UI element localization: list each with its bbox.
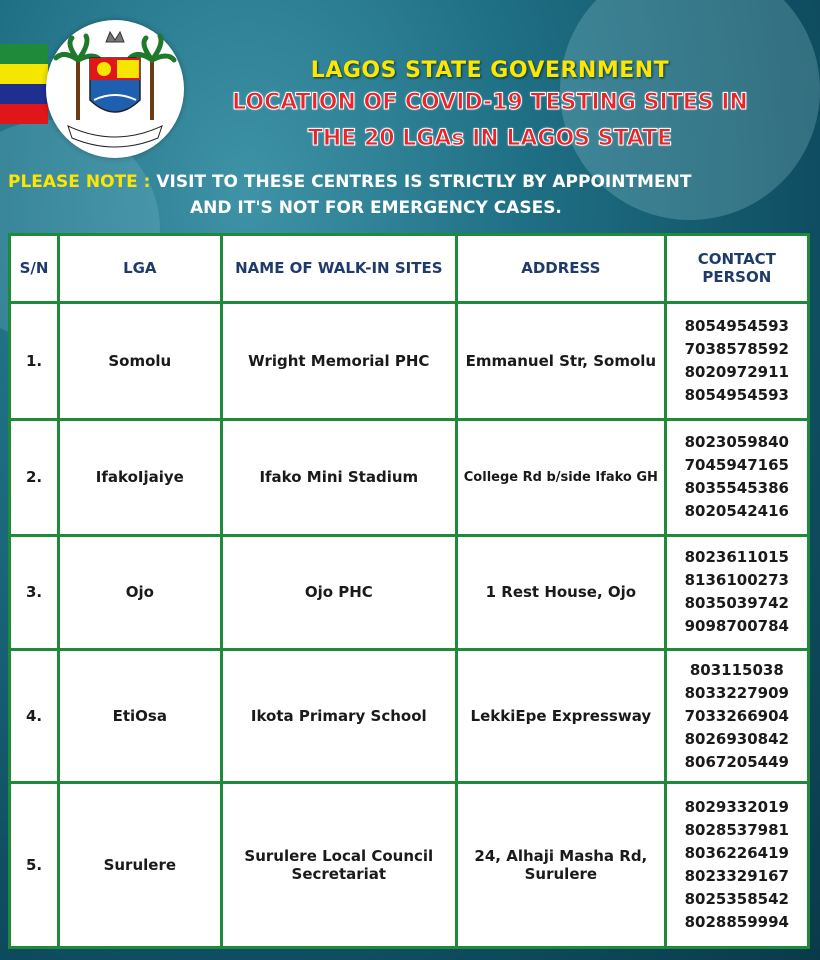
cell-lga: IfakoIjaiye bbox=[60, 421, 219, 534]
cell-sn: 3. bbox=[11, 537, 57, 648]
cell-address bbox=[458, 784, 664, 946]
contact-phone: 8054954593 bbox=[684, 385, 789, 404]
table-row bbox=[11, 784, 807, 946]
cell-contacts bbox=[667, 304, 807, 418]
table-header-row bbox=[11, 236, 807, 301]
cell-site: Ojo PHC bbox=[223, 537, 456, 648]
contact-phone: 8023329167 bbox=[684, 867, 789, 886]
page-subtitle-line1: LOCATION OF COVID-19 TESTING SITES IN bbox=[232, 90, 748, 115]
page-title: LAGOS STATE GOVERNMENT bbox=[310, 58, 670, 83]
header-address: ADDRESS bbox=[458, 236, 664, 301]
cell-address-line2: Surulere bbox=[524, 865, 598, 884]
contact-phone: 8067205449 bbox=[684, 752, 789, 771]
flag-stripes bbox=[0, 44, 48, 124]
lagos-state-crest-logo bbox=[46, 20, 184, 158]
contact-phone: 8035039742 bbox=[684, 594, 789, 613]
header-contact-line2: PERSON bbox=[702, 268, 772, 287]
cell-sn: 1. bbox=[11, 304, 57, 418]
cell-site-line2: Secretariat bbox=[291, 865, 387, 884]
cell-sn: 5. bbox=[11, 784, 57, 946]
cell-site: Wright Memorial PHC bbox=[223, 304, 456, 418]
note-label: PLEASE NOTE : bbox=[8, 172, 151, 192]
cell-sn: 2. bbox=[11, 421, 57, 534]
cell-contacts bbox=[667, 421, 807, 534]
contact-phone: 8033227909 bbox=[684, 683, 789, 702]
appointment-note bbox=[8, 172, 813, 218]
contact-phone: 7033266904 bbox=[684, 706, 789, 725]
contact-phone: 8054954593 bbox=[684, 316, 789, 335]
cell-address: 1 Rest House, Ojo bbox=[458, 537, 664, 648]
cell-lga: Somolu bbox=[60, 304, 219, 418]
cell-site: Ikota Primary School bbox=[223, 651, 456, 781]
cell-site: Ifako Mini Stadium bbox=[223, 421, 456, 534]
contact-phone: 8136100273 bbox=[684, 571, 789, 590]
contact-phone: 9098700784 bbox=[684, 617, 789, 636]
contact-phone: 8036226419 bbox=[684, 844, 789, 863]
cell-sn: 4. bbox=[11, 651, 57, 781]
cell-lga: Surulere bbox=[60, 784, 219, 946]
note-line2: AND IT'S NOT FOR EMERGENCY CASES. bbox=[190, 198, 562, 218]
table-row bbox=[11, 537, 807, 648]
contact-phone: 8026930842 bbox=[684, 729, 789, 748]
contact-phone: 803115038 bbox=[689, 660, 784, 679]
table-row bbox=[11, 304, 807, 418]
contact-phone: 7038578592 bbox=[684, 339, 789, 358]
contact-phone: 8028859994 bbox=[684, 913, 789, 932]
header-site: NAME OF WALK-IN SITES bbox=[223, 236, 456, 301]
contact-phone: 8020972911 bbox=[684, 362, 789, 381]
header-lga: LGA bbox=[60, 236, 219, 301]
contact-phone: 8025358542 bbox=[684, 890, 789, 909]
header-contact-line1: CONTACT bbox=[697, 250, 776, 269]
table-row bbox=[11, 651, 807, 781]
cell-site-line1: Surulere Local Council bbox=[244, 847, 434, 866]
cell-lga: Ojo bbox=[60, 537, 219, 648]
cell-address: LekkiEpe Expressway bbox=[458, 651, 664, 781]
cell-site bbox=[223, 784, 456, 946]
cell-address: Emmanuel Str, Somolu bbox=[458, 304, 664, 418]
contact-phone: 8029332019 bbox=[684, 798, 789, 817]
cell-lga: EtiOsa bbox=[60, 651, 219, 781]
cell-address-line1: 24, Alhaji Masha Rd, bbox=[474, 847, 648, 866]
note-line1: VISIT TO THESE CENTRES IS STRICTLY BY APPOINTMENT bbox=[156, 172, 692, 192]
cell-contacts bbox=[667, 651, 807, 781]
cell-contacts bbox=[667, 537, 807, 648]
contact-phone: 8023611015 bbox=[684, 548, 789, 567]
cell-address: College Rd b/side Ifako GH bbox=[458, 421, 664, 534]
contact-phone: 8023059840 bbox=[684, 433, 789, 452]
header-contact bbox=[667, 236, 807, 301]
testing-sites-table bbox=[8, 233, 810, 949]
table-row bbox=[11, 421, 807, 534]
contact-phone: 8020542416 bbox=[684, 502, 789, 521]
contact-phone: 7045947165 bbox=[684, 456, 789, 475]
page-subtitle-line2: THE 20 LGAs IN LAGOS STATE bbox=[307, 126, 673, 151]
contact-phone: 8028537981 bbox=[684, 821, 789, 840]
cell-contacts bbox=[667, 784, 807, 946]
contact-phone: 8035545386 bbox=[684, 479, 789, 498]
header-sn: S/N bbox=[11, 236, 57, 301]
